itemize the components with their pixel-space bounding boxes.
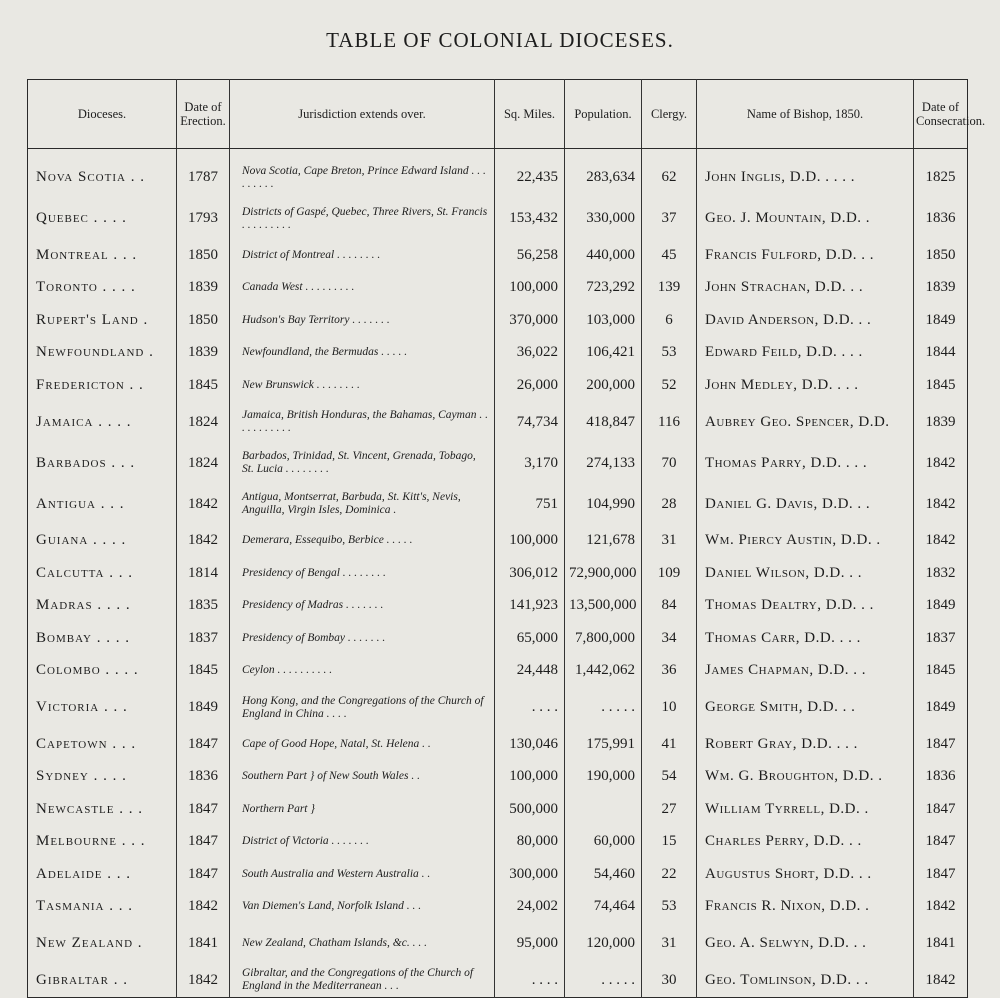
bishop-name: John Inglis, D.D. . . . . (697, 149, 914, 199)
diocese-name: Sydney . . . . (36, 768, 127, 785)
date-of-erection: 1787 (177, 149, 230, 199)
population: 440,000 (565, 239, 642, 272)
date-of-consecration: 1847 (914, 826, 968, 859)
table-row (28, 443, 968, 484)
jurisdiction: Southern Part } of New South Wales . . (230, 761, 495, 794)
bishop-name: Daniel G. Davis, D.D. . . (697, 484, 914, 525)
bishop-name: Thomas Parry, D.D. . . . (697, 443, 914, 484)
jurisdiction: Antigua, Montserrat, Barbuda, St. Kitt's, Nevis, Anguilla, Virgin Isles, Dominica . (230, 484, 495, 525)
bishop-name: Thomas Carr, D.D. . . . (697, 622, 914, 655)
date-of-consecration: 1836 (914, 198, 968, 239)
population: 418,847 (565, 402, 642, 443)
diocese-name: Colombo . . . . (36, 662, 139, 679)
table-row (28, 761, 968, 794)
square-miles: 306,012 (495, 557, 565, 590)
date-of-erection: 1837 (177, 622, 230, 655)
clergy-count: 53 (642, 337, 697, 370)
clergy-count: 10 (642, 687, 697, 728)
bishop-name: Wm. Piercy Austin, D.D. . (697, 525, 914, 558)
bishop-name: Geo. Tomlinson, D.D. . . (697, 964, 914, 997)
clergy-count: 27 (642, 793, 697, 826)
date-of-consecration: 1847 (914, 793, 968, 826)
clergy-count: 139 (642, 272, 697, 305)
date-of-consecration: 1842 (914, 525, 968, 558)
population: 274,133 (565, 443, 642, 484)
date-of-consecration: 1839 (914, 402, 968, 443)
date-of-erection: 1842 (177, 891, 230, 924)
jurisdiction: Cape of Good Hope, Natal, St. Helena . . (230, 728, 495, 761)
clergy-count: 30 (642, 964, 697, 997)
jurisdiction: New Brunswick . . . . . . . . (230, 369, 495, 402)
table-row (28, 728, 968, 761)
diocese-name: Capetown . . . (36, 735, 137, 752)
jurisdiction: Presidency of Madras . . . . . . . (230, 590, 495, 623)
square-miles: 24,002 (495, 891, 565, 924)
date-of-consecration: 1847 (914, 728, 968, 761)
jurisdiction: Districts of Gaspé, Quebec, Three Rivers, St. Francis . . . . . . . . . (230, 198, 495, 239)
table-row (28, 337, 968, 370)
jurisdiction: Presidency of Bombay . . . . . . . (230, 622, 495, 655)
bishop-name: Aubrey Geo. Spencer, D.D. (697, 402, 914, 443)
date-of-erection: 1850 (177, 304, 230, 337)
jurisdiction: District of Montreal . . . . . . . . (230, 239, 495, 272)
diocese-name: Fredericton . . (36, 376, 144, 393)
clergy-count: 62 (642, 149, 697, 199)
clergy-count: 53 (642, 891, 697, 924)
clergy-count: 116 (642, 402, 697, 443)
bishop-name: James Chapman, D.D. . . (697, 655, 914, 688)
square-miles: 3,170 (495, 443, 565, 484)
diocese-name: Quebec . . . . (36, 210, 127, 226)
date-of-consecration: 1850 (914, 239, 968, 272)
date-of-erection: 1839 (177, 337, 230, 370)
diocese-name: New Zealand . (36, 935, 143, 951)
date-of-erection: 1793 (177, 198, 230, 239)
population: 1,442,062 (565, 655, 642, 688)
clergy-count: 45 (642, 239, 697, 272)
table-row (28, 402, 968, 443)
table-row (28, 149, 968, 199)
bishop-name: Geo. A. Selwyn, D.D. . . (697, 923, 914, 964)
clergy-count: 109 (642, 557, 697, 590)
bishop-name: William Tyrrell, D.D. . (697, 793, 914, 826)
date-of-erection: 1841 (177, 923, 230, 964)
jurisdiction: Presidency of Bengal . . . . . . . . (230, 557, 495, 590)
date-of-consecration: 1842 (914, 891, 968, 924)
population: 103,000 (565, 304, 642, 337)
diocese-name: Tasmania . . . (36, 898, 133, 915)
table-row (28, 590, 968, 623)
date-of-erection: 1836 (177, 761, 230, 794)
population: 104,990 (565, 484, 642, 525)
clergy-count: 22 (642, 858, 697, 891)
diocese-name: Gibraltar . . (36, 971, 128, 988)
table-header-row (28, 80, 968, 149)
square-miles: 141,923 (495, 590, 565, 623)
square-miles: 24,448 (495, 655, 565, 688)
diocese-name: Melbourne . . . (36, 833, 146, 850)
population: 120,000 (565, 923, 642, 964)
clergy-count: 41 (642, 728, 697, 761)
date-of-erection: 1849 (177, 687, 230, 728)
diocese-name: Calcutta . . . (36, 564, 133, 581)
population (565, 793, 642, 826)
jurisdiction: South Australia and Western Australia . . (230, 858, 495, 891)
diocese-name: Toronto . . . . (36, 279, 136, 296)
date-of-erection: 1824 (177, 443, 230, 484)
page-title: TABLE OF COLONIAL DIOCESES. (326, 28, 674, 52)
bishop-name: John Strachan, D.D. . . (697, 272, 914, 305)
population: 200,000 (565, 369, 642, 402)
date-of-erection: 1847 (177, 793, 230, 826)
diocese-name: Barbados . . . (36, 454, 136, 471)
jurisdiction: District of Victoria . . . . . . . (230, 826, 495, 859)
date-of-consecration: 1845 (914, 369, 968, 402)
square-miles: 65,000 (495, 622, 565, 655)
bishop-name: Francis R. Nixon, D.D. . (697, 891, 914, 924)
date-of-erection: 1824 (177, 402, 230, 443)
table-row (28, 923, 968, 964)
table-row (28, 272, 968, 305)
date-of-erection: 1850 (177, 239, 230, 272)
bishop-name: David Anderson, D.D. . . (697, 304, 914, 337)
column-header: Date of Erection. (177, 80, 230, 149)
date-of-consecration: 1839 (914, 272, 968, 305)
population: 106,421 (565, 337, 642, 370)
population: 283,634 (565, 149, 642, 199)
column-header: Clergy. (642, 80, 697, 149)
diocese-name: Newcastle . . . (36, 800, 143, 817)
clergy-count: 31 (642, 525, 697, 558)
date-of-consecration: 1841 (914, 923, 968, 964)
jurisdiction: Nova Scotia, Cape Breton, Prince Edward Island . . . . . . . . . (230, 149, 495, 199)
jurisdiction: Demerara, Essequibo, Berbice . . . . . (230, 525, 495, 558)
square-miles: 370,000 (495, 304, 565, 337)
date-of-erection: 1847 (177, 826, 230, 859)
column-header: Population. (565, 80, 642, 149)
date-of-consecration: 1842 (914, 443, 968, 484)
jurisdiction: Jamaica, British Honduras, the Bahamas, Cayman . . . . . . . . . . . (230, 402, 495, 443)
date-of-erection: 1842 (177, 484, 230, 525)
date-of-erection: 1839 (177, 272, 230, 305)
population: 330,000 (565, 198, 642, 239)
square-miles: 130,046 (495, 728, 565, 761)
jurisdiction: Barbados, Trinidad, St. Vincent, Grenada, Tobago, St. Lucia . . . . . . . . (230, 443, 495, 484)
square-miles: 56,258 (495, 239, 565, 272)
date-of-consecration: 1842 (914, 964, 968, 997)
diocese-name: Victoria . . . (36, 699, 128, 715)
table-row (28, 525, 968, 558)
square-miles: 300,000 (495, 858, 565, 891)
date-of-consecration: 1849 (914, 687, 968, 728)
square-miles: 751 (495, 484, 565, 525)
date-of-consecration: 1849 (914, 304, 968, 337)
diocese-name: Rupert's Land . (36, 311, 149, 328)
bishop-name: Edward Feild, D.D. . . . (697, 337, 914, 370)
square-miles: 100,000 (495, 525, 565, 558)
square-miles: . . . . (495, 964, 565, 997)
table-row (28, 826, 968, 859)
table-row (28, 793, 968, 826)
square-miles: 100,000 (495, 761, 565, 794)
clergy-count: 52 (642, 369, 697, 402)
square-miles: 74,734 (495, 402, 565, 443)
table-row (28, 198, 968, 239)
bishop-name: Geo. J. Mountain, D.D. . (697, 198, 914, 239)
square-miles: . . . . (495, 687, 565, 728)
bishop-name: George Smith, D.D. . . (697, 687, 914, 728)
square-miles: 95,000 (495, 923, 565, 964)
square-miles: 80,000 (495, 826, 565, 859)
square-miles: 500,000 (495, 793, 565, 826)
population: 13,500,000 (565, 590, 642, 623)
population: . . . . . (565, 687, 642, 728)
date-of-erection: 1847 (177, 858, 230, 891)
diocese-name: Guiana . . . . (36, 532, 127, 549)
date-of-erection: 1845 (177, 655, 230, 688)
diocese-name: Madras . . . . (36, 597, 131, 614)
clergy-count: 28 (642, 484, 697, 525)
population: 72,900,000 (565, 557, 642, 590)
clergy-count: 84 (642, 590, 697, 623)
square-miles: 36,022 (495, 337, 565, 370)
bishop-name: Thomas Dealtry, D.D. . . (697, 590, 914, 623)
table-row (28, 484, 968, 525)
date-of-consecration: 1837 (914, 622, 968, 655)
jurisdiction: Hong Kong, and the Congregations of the Church of England in China . . . . (230, 687, 495, 728)
table-row (28, 687, 968, 728)
table-row (28, 557, 968, 590)
date-of-erection: 1814 (177, 557, 230, 590)
bishop-name: John Medley, D.D. . . . (697, 369, 914, 402)
date-of-erection: 1847 (177, 728, 230, 761)
bishop-name: Daniel Wilson, D.D. . . (697, 557, 914, 590)
table-row (28, 891, 968, 924)
column-header: Name of Bishop, 1850. (697, 80, 914, 149)
diocese-name: Antigua . . . (36, 495, 125, 512)
jurisdiction: Ceylon . . . . . . . . . . (230, 655, 495, 688)
population: 723,292 (565, 272, 642, 305)
bishop-name: Robert Gray, D.D. . . . (697, 728, 914, 761)
table-row (28, 304, 968, 337)
date-of-consecration: 1842 (914, 484, 968, 525)
population: . . . . . (565, 964, 642, 997)
date-of-consecration: 1847 (914, 858, 968, 891)
clergy-count: 15 (642, 826, 697, 859)
dioceses-table (27, 79, 986, 998)
bishop-name: Francis Fulford, D.D. . . (697, 239, 914, 272)
table-row (28, 622, 968, 655)
date-of-consecration: 1836 (914, 761, 968, 794)
column-header: Jurisdiction extends over. (230, 80, 495, 149)
population: 74,464 (565, 891, 642, 924)
column-header: Sq. Miles. (495, 80, 565, 149)
table-row (28, 369, 968, 402)
table-row (28, 964, 968, 997)
table-row (28, 239, 968, 272)
square-miles: 22,435 (495, 149, 565, 199)
population: 7,800,000 (565, 622, 642, 655)
table-row (28, 858, 968, 891)
diocese-name: Adelaide . . . (36, 865, 131, 882)
jurisdiction: Northern Part } (230, 793, 495, 826)
date-of-consecration: 1845 (914, 655, 968, 688)
clergy-count: 37 (642, 198, 697, 239)
jurisdiction: Gibraltar, and the Congregations of the Church of England in the Mediterranean . . . (230, 964, 495, 997)
square-miles: 153,432 (495, 198, 565, 239)
clergy-count: 6 (642, 304, 697, 337)
diocese-name: Jamaica . . . . (36, 413, 132, 430)
jurisdiction: New Zealand, Chatham Islands, &c. . . . (230, 923, 495, 964)
column-header: Date of Consecration. (914, 80, 968, 149)
date-of-erection: 1842 (177, 525, 230, 558)
date-of-consecration: 1844 (914, 337, 968, 370)
date-of-erection: 1835 (177, 590, 230, 623)
square-miles: 100,000 (495, 272, 565, 305)
table-row (28, 655, 968, 688)
clergy-count: 70 (642, 443, 697, 484)
population: 54,460 (565, 858, 642, 891)
jurisdiction: Canada West . . . . . . . . . (230, 272, 495, 305)
date-of-consecration: 1825 (914, 149, 968, 199)
population: 121,678 (565, 525, 642, 558)
diocese-name: Bombay . . . . (36, 629, 130, 646)
clergy-count: 54 (642, 761, 697, 794)
bishop-name: Charles Perry, D.D. . . (697, 826, 914, 859)
bishop-name: Augustus Short, D.D. . . (697, 858, 914, 891)
diocese-name: Newfoundland . (36, 344, 154, 361)
jurisdiction: Van Diemen's Land, Norfolk Island . . . (230, 891, 495, 924)
population: 190,000 (565, 761, 642, 794)
clergy-count: 36 (642, 655, 697, 688)
population: 60,000 (565, 826, 642, 859)
jurisdiction: Newfoundland, the Bermudas . . . . . (230, 337, 495, 370)
diocese-name: Nova Scotia . . (36, 169, 145, 185)
population: 175,991 (565, 728, 642, 761)
bishop-name: Wm. G. Broughton, D.D. . (697, 761, 914, 794)
date-of-erection: 1845 (177, 369, 230, 402)
date-of-erection: 1842 (177, 964, 230, 997)
date-of-consecration: 1849 (914, 590, 968, 623)
jurisdiction: Hudson's Bay Territory . . . . . . . (230, 304, 495, 337)
square-miles: 26,000 (495, 369, 565, 402)
column-header: Dioceses. (28, 80, 177, 149)
diocese-name: Montreal . . . (36, 246, 138, 263)
clergy-count: 34 (642, 622, 697, 655)
clergy-count: 31 (642, 923, 697, 964)
date-of-consecration: 1832 (914, 557, 968, 590)
